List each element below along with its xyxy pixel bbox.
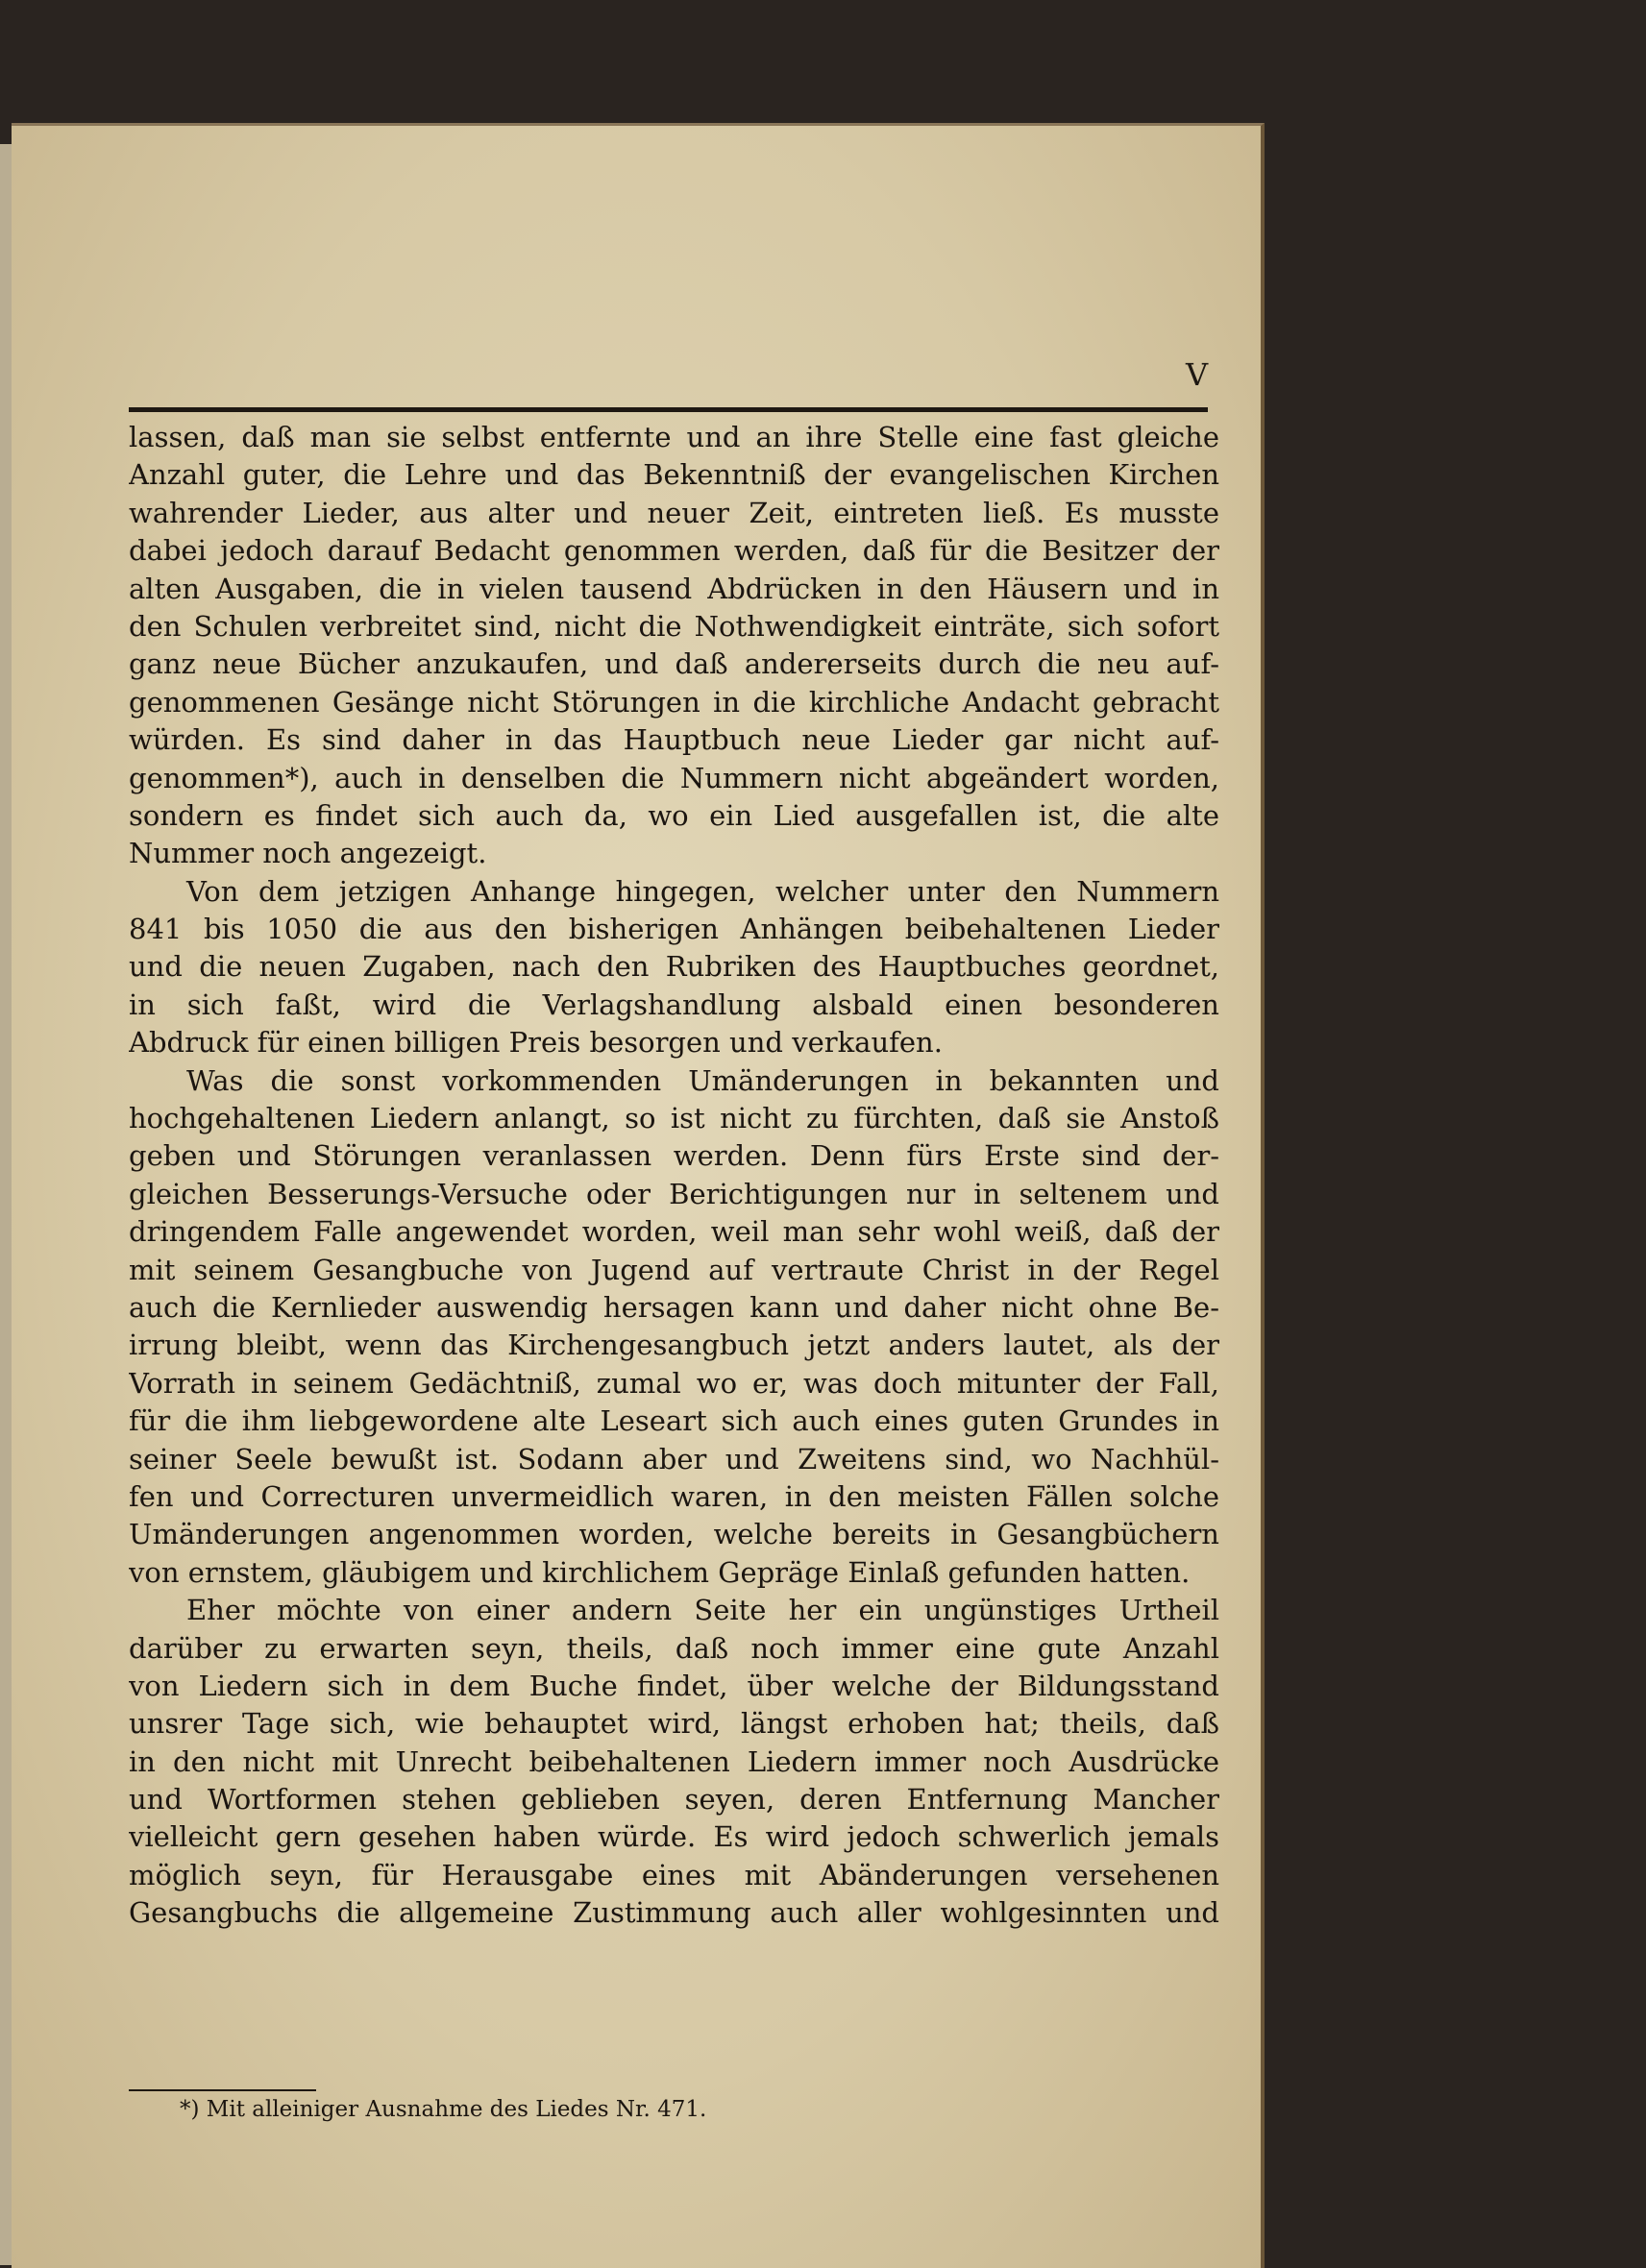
text-line: lassen, daß man sie selbst entfernte und an ihre Stelle eine fast gleiche (129, 421, 1219, 453)
text-line: alten Ausgaben, die in vielen tausend Abdrücken in den Häusern und in (129, 572, 1219, 605)
text-line: von Liedern sich in dem Buche findet, über welche der Bildungsstand (129, 1669, 1219, 1702)
text-line: dringendem Falle angewendet worden, weil man sehr wohl weiß, daß der (129, 1215, 1219, 1249)
text-line: Von dem jetzigen Anhange hingegen, welcher unter den Nummern (186, 874, 1219, 908)
book-page (12, 123, 1265, 2268)
text-line: für die ihm liebgewordene alte Leseart sich auch eines guten Grundes in (129, 1404, 1219, 1438)
text-line: 841 bis 1050 die aus den bisherigen Anhängen beibehaltenen Lieder (129, 913, 1219, 946)
text-line: den Schulen verbreitet sind, nicht die Nothwendigkeit einträte, sich sofort (129, 609, 1219, 643)
body-text (129, 419, 1219, 1933)
text-line: genommen*), auch in denselben die Nummern nicht abgeändert worden, (129, 761, 1219, 794)
text-line: seiner Seele bewußt ist. Sodann aber und Zweitens sind, wo Nachhül- (129, 1442, 1219, 1475)
text-line: auch die Kernlieder auswendig hersagen kann und daher nicht ohne Be- (129, 1290, 1219, 1324)
text-line: in sich faßt, wird die Verlagshandlung alsbald einen besonderen (129, 988, 1219, 1021)
text-line: von ernstem, gläubigem und kirchlichem Gepräge Einlaß gefunden hatten. (129, 1555, 1191, 1589)
text-line: hochgehaltenen Liedern anlangt, so ist nicht zu fürchten, daß sie Anstoß (129, 1102, 1219, 1135)
text-line: mit seinem Gesangbuche von Jugend auf vertraute Christ in der Regel (129, 1253, 1219, 1286)
text-line: vielleicht gern gesehen haben würde. Es wird jedoch schwerlich jemals (129, 1820, 1219, 1854)
footnote: *) Mit alleiniger Ausnahme des Liedes Nr. 471. (180, 2097, 707, 2122)
text-line: würden. Es sind daher in das Hauptbuch neue Lieder gar nicht auf- (129, 723, 1219, 757)
text-line: und Wortformen stehen geblieben seyen, deren Entfernung Mancher (129, 1783, 1219, 1817)
text-line: darüber zu erwarten seyn, theils, daß noch immer eine gute Anzahl (129, 1631, 1219, 1665)
text-line: möglich seyn, für Herausgabe eines mit Abänderungen versehenen (129, 1858, 1219, 1891)
text-line: dabei jedoch darauf Bedacht genommen werden, daß für die Besitzer der (129, 534, 1219, 568)
page-number: V (1186, 356, 1209, 393)
text-line: und die neuen Zugaben, nach den Rubriken des Hauptbuches geordnet, (129, 950, 1219, 984)
text-line: Nummer noch angezeigt. (129, 837, 487, 870)
header-rule (129, 407, 1208, 412)
text-line: fen und Correcturen unvermeidlich waren, in den meisten Fällen solche (129, 1479, 1219, 1513)
text-line: sondern es findet sich auch da, wo ein Lied ausgefallen ist, die alte (129, 798, 1219, 832)
text-line: in den nicht mit Unrecht beibehaltenen Liedern immer noch Ausdrücke (129, 1744, 1219, 1778)
text-line: gleichen Besserungs-Versuche oder Berichtigungen nur in seltenem und (129, 1177, 1219, 1210)
text-line: Anzahl guter, die Lehre und das Bekenntniß der evangelischen Kirchen (129, 458, 1219, 492)
text-line: wahrender Lieder, aus alter und neuer Zeit, eintreten ließ. Es musste (129, 496, 1219, 529)
text-line: irrung bleibt, wenn das Kirchengesangbuch jetzt anders lautet, als der (129, 1329, 1219, 1362)
text-line: Was die sonst vorkommenden Umänderungen in bekannten und (186, 1063, 1219, 1097)
text-line: Abdruck für einen billigen Preis besorgen und verkaufen. (129, 1026, 943, 1060)
text-line: Umänderungen angenommen worden, welche bereits in Gesangbüchern (129, 1518, 1219, 1551)
text-line: Vorrath in seinem Gedächtniß, zumal wo er, was doch mitunter der Fall, (129, 1366, 1219, 1400)
text-line: unsrer Tage sich, wie behauptet wird, längst erhoben hat; theils, daß (129, 1707, 1219, 1741)
text-line: Eher möchte von einer andern Seite her ein ungünstiges Urtheil (186, 1594, 1219, 1627)
text-line: geben und Störungen veranlassen werden. Denn fürs Erste sind der- (129, 1139, 1219, 1173)
text-line: genommenen Gesänge nicht Störungen in die kirchliche Andacht gebracht (129, 685, 1219, 719)
text-line: Gesangbuchs die allgemeine Zustimmung auch aller wohlgesinnten und (129, 1896, 1219, 1930)
footnote-rule (129, 2089, 316, 2091)
text-line: ganz neue Bücher anzukaufen, und daß andererseits durch die neu auf- (129, 647, 1219, 681)
adjacent-page-edge (0, 144, 12, 2265)
